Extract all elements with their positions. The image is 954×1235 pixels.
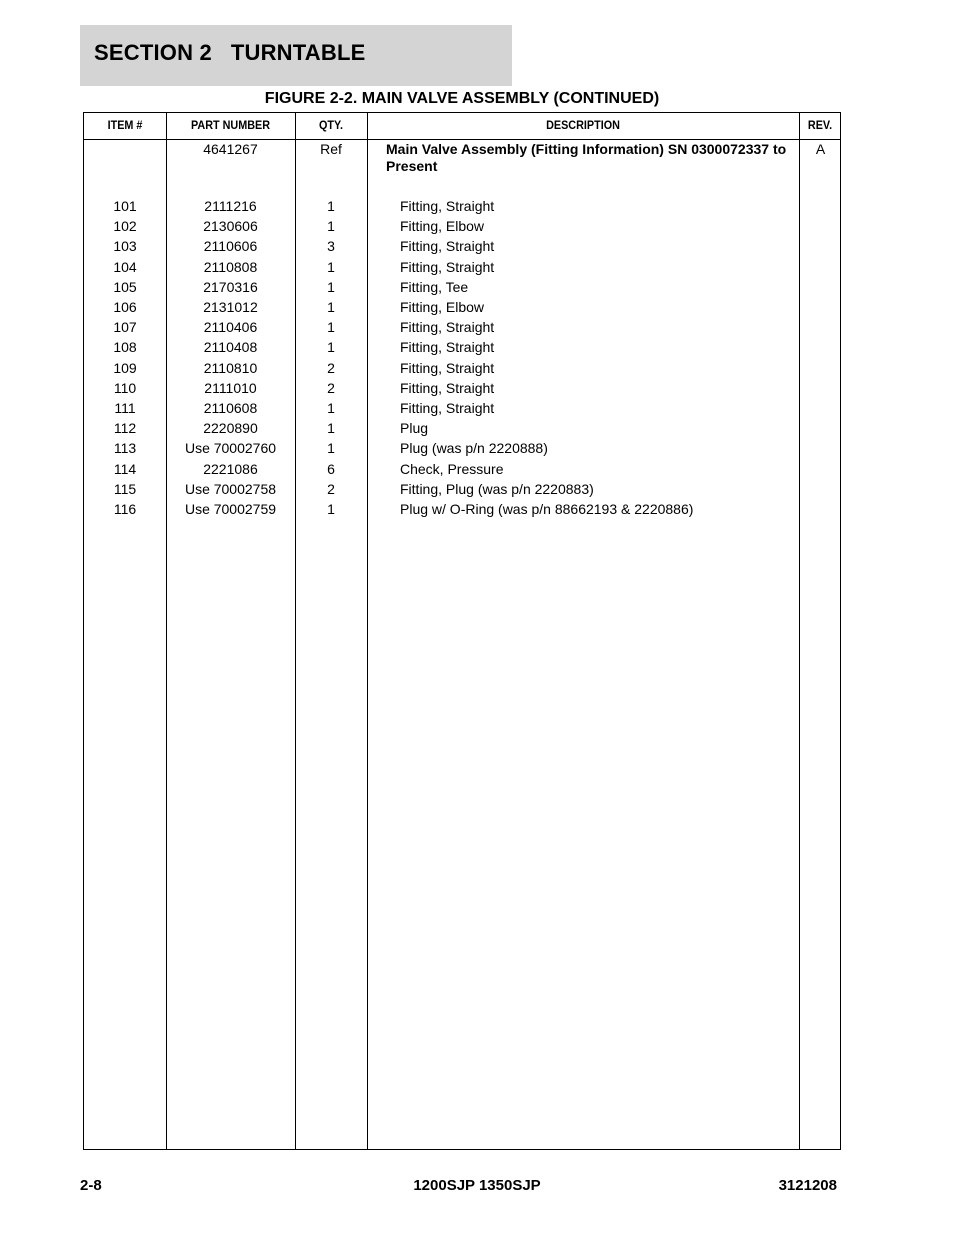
- section-banner: [80, 25, 512, 86]
- row-part-number: 2130606: [203, 218, 258, 234]
- document-number: 3121208: [778, 1177, 837, 1194]
- row-description: Plug w/ O-Ring (was p/n 88662193 & 2220886): [400, 501, 694, 517]
- row-qty: 2: [327, 360, 335, 376]
- row-item-number: 106: [113, 299, 137, 315]
- row-qty: 1: [327, 501, 335, 517]
- row-item-number: 109: [113, 360, 137, 376]
- row-description: Fitting, Elbow: [400, 299, 485, 315]
- row-qty: 1: [327, 218, 335, 234]
- page-number: 2-8: [80, 1177, 102, 1194]
- row-item-number: 107: [113, 319, 137, 335]
- row-qty: 1: [327, 279, 335, 295]
- row-item-number: 113: [113, 440, 137, 456]
- header-qty: QTY.: [318, 118, 343, 132]
- row-item-number: 103: [113, 238, 137, 254]
- row-part-number: 2110810: [203, 360, 258, 376]
- row-description: Fitting, Straight: [400, 400, 495, 416]
- column-divider: [799, 113, 800, 1149]
- row-qty: 2: [327, 380, 335, 396]
- row-qty: 1: [327, 440, 335, 456]
- parts-table: [83, 112, 841, 1150]
- row-qty: 1: [327, 259, 335, 275]
- row-part-number: 2111010: [204, 380, 257, 396]
- row-item-number: 104: [113, 259, 137, 275]
- row-description: Fitting, Straight: [400, 360, 495, 376]
- row-qty: 1: [327, 420, 335, 436]
- assembly-rev: A: [815, 141, 826, 157]
- row-item-number: 115: [113, 481, 137, 497]
- row-qty: 1: [327, 319, 335, 335]
- row-part-number: 2131012: [203, 299, 258, 315]
- row-qty: 1: [327, 198, 335, 214]
- row-part-number: 2110808: [203, 259, 258, 275]
- row-part-number: 2110608: [203, 400, 258, 416]
- row-part-number: Use 70002759: [184, 501, 277, 517]
- row-description: Plug: [400, 420, 429, 436]
- row-description: Fitting, Straight: [400, 339, 495, 355]
- assembly-description: Main Valve Assembly (Fitting Information) SN 0300072337 to Present: [386, 141, 787, 174]
- row-part-number: 2221086: [203, 461, 258, 477]
- row-qty: 1: [327, 299, 335, 315]
- row-item-number: 102: [113, 218, 137, 234]
- row-item-number: 114: [113, 461, 137, 477]
- row-qty: 3: [327, 238, 335, 254]
- assembly-part-number: 4641267: [203, 141, 258, 157]
- header-item: ITEM #: [107, 118, 143, 132]
- row-item-number: 116: [113, 501, 137, 517]
- row-part-number: 2110408: [203, 339, 258, 355]
- row-part-number: 2220890: [203, 420, 258, 436]
- row-qty: 2: [327, 481, 335, 497]
- row-qty: 1: [327, 339, 335, 355]
- row-part-number: Use 70002758: [184, 481, 277, 497]
- row-part-number: 2111216: [204, 198, 257, 214]
- row-description: Fitting, Straight: [400, 238, 495, 254]
- header-part-number: PART NUMBER: [190, 118, 271, 132]
- row-qty: 1: [327, 400, 335, 416]
- row-part-number: Use 70002760: [184, 440, 277, 456]
- row-part-number: 2170316: [203, 279, 258, 295]
- row-description: Fitting, Plug (was p/n 2220883): [400, 481, 594, 497]
- header-divider: [84, 139, 840, 140]
- row-description: Fitting, Straight: [400, 198, 495, 214]
- row-part-number: 2110606: [203, 238, 258, 254]
- header-rev: REV.: [807, 118, 833, 132]
- row-item-number: 110: [113, 380, 137, 396]
- assembly-qty: Ref: [320, 141, 342, 157]
- header-description: DESCRIPTION: [546, 118, 620, 132]
- model-name: 1200SJP 1350SJP: [413, 1177, 541, 1194]
- row-item-number: 108: [113, 339, 137, 355]
- row-part-number: 2110406: [203, 319, 258, 335]
- row-description: Fitting, Straight: [400, 319, 495, 335]
- row-description: Fitting, Tee: [400, 279, 469, 295]
- row-description: Check, Pressure: [400, 461, 504, 477]
- row-item-number: 105: [113, 279, 137, 295]
- row-description: Fitting, Straight: [400, 380, 495, 396]
- figure-title: FIGURE 2-2. MAIN VALVE ASSEMBLY (CONTINUED): [264, 90, 660, 107]
- row-description: Fitting, Straight: [400, 259, 495, 275]
- row-qty: 6: [327, 461, 335, 477]
- row-description: Fitting, Elbow: [400, 218, 485, 234]
- row-item-number: 111: [114, 400, 136, 416]
- section-title: SECTION 2 TURNTABLE: [94, 40, 366, 65]
- row-item-number: 101: [113, 198, 137, 214]
- row-description: Plug (was p/n 2220888): [400, 440, 548, 456]
- column-divider: [367, 113, 368, 1149]
- row-item-number: 112: [113, 420, 137, 436]
